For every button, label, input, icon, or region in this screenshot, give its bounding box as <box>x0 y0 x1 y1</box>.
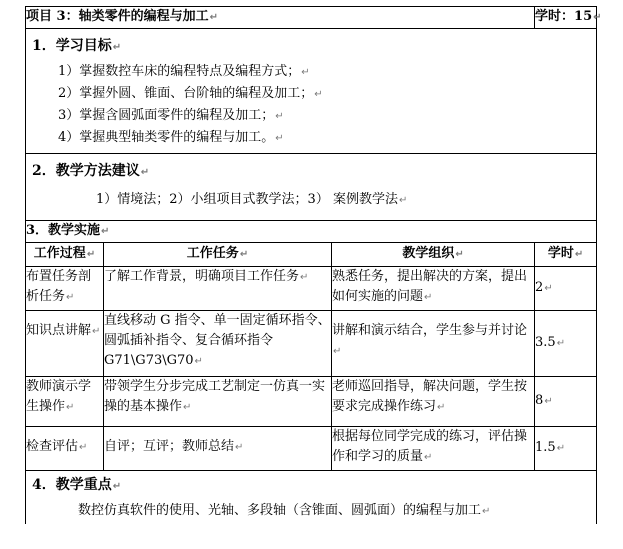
process-text: 布置任务剖析任务 <box>26 269 92 304</box>
table-row <box>26 311 597 377</box>
organization-text: 讲解和演示结合，学生参与并讨论 <box>332 323 528 338</box>
list-item <box>58 83 596 105</box>
objective-list <box>26 61 596 153</box>
paragraph-mark: ↵ <box>112 481 122 492</box>
process-cell <box>26 267 104 311</box>
process-cell <box>26 427 104 471</box>
list-item <box>58 105 596 127</box>
task-text: 了解工作背景，明确项目工作任务 <box>104 269 300 284</box>
column-header-text: 学时 <box>547 246 574 261</box>
total-hours-cell <box>535 7 602 29</box>
paragraph-mark: ↵ <box>455 249 464 260</box>
section-heading <box>26 154 596 186</box>
task-cell <box>104 427 332 471</box>
total-hours: 学时：15 <box>535 9 593 24</box>
paragraph-mark: ↵ <box>301 67 310 78</box>
key-points-section <box>26 471 597 525</box>
project-title: 项目 3：轴类零件的编程与加工 <box>26 9 209 24</box>
table-row <box>26 377 597 427</box>
task-cell <box>104 267 332 311</box>
paragraph-mark: ↵ <box>482 506 491 517</box>
hours-cell <box>535 427 597 471</box>
paragraph-mark: ↵ <box>239 249 249 260</box>
column-header-text: 工作任务 <box>186 246 239 261</box>
column-header-text: 工作过程 <box>33 246 86 261</box>
column-header-process <box>26 243 104 267</box>
paragraph-mark: ↵ <box>86 249 96 260</box>
task-cell <box>104 311 332 377</box>
task-cell <box>104 377 332 427</box>
paragraph-mark: ↵ <box>66 402 75 413</box>
organization-cell <box>332 311 535 377</box>
paragraph-mark: ↵ <box>333 346 342 357</box>
teaching-methods-text <box>26 186 596 220</box>
key-points-text <box>26 499 596 524</box>
objective-text: 3）掌握含圆弧面零件的编程及加工； <box>58 108 275 123</box>
column-header-task <box>104 243 332 267</box>
task-text: 直线移动 G 指令、单一固定循环指令、圆弧插补指令、复合循环指令 G71\G73\G70 <box>104 313 331 368</box>
lesson-plan-document <box>25 6 602 524</box>
paragraph-mark: ↵ <box>275 111 284 122</box>
implementation-heading: 3．教学实施 <box>26 223 101 238</box>
paragraph-mark: ↵ <box>66 292 75 303</box>
paragraph-mark: ↵ <box>398 195 408 206</box>
organization-text: 根据每位同学完成的练习，评估操作和学习的质量 <box>332 429 528 464</box>
objective-text: 2）掌握外圆、锥面、台阶轴的编程及加工； <box>58 86 314 101</box>
task-text: 自评；互评；教师总结 <box>104 439 235 454</box>
table-row <box>26 427 597 471</box>
key-points-content: 数控仿真软件的使用、光轴、多段轴（含锥面、圆弧面）的编程与加工 <box>78 503 482 518</box>
process-cell <box>26 311 104 377</box>
paragraph-mark: ↵ <box>300 272 309 283</box>
process-cell <box>26 377 104 427</box>
paragraph-mark: ↵ <box>92 326 101 337</box>
key-points-heading: 4．教学重点 <box>32 477 112 493</box>
process-text: 检查评估 <box>26 439 79 454</box>
teaching-methods-heading: 2．教学方法建议 <box>32 163 140 179</box>
table-row <box>26 267 597 311</box>
paragraph-mark: ↵ <box>544 283 553 294</box>
objective-text: 1）掌握数控车床的编程特点及编程方式； <box>58 64 301 79</box>
paragraph-mark: ↵ <box>140 167 150 178</box>
paragraph-mark: ↵ <box>79 442 88 453</box>
paragraph-mark: ↵ <box>183 402 192 413</box>
hours-text: 8 <box>535 393 544 408</box>
paragraph-mark: ↵ <box>101 226 110 237</box>
learning-objectives-section <box>26 29 597 154</box>
organization-cell <box>332 267 535 311</box>
paragraph-mark: ↵ <box>314 89 323 100</box>
list-item <box>58 61 596 83</box>
paragraph-mark: ↵ <box>556 443 566 454</box>
learning-objectives-heading: 1．学习目标 <box>32 38 112 54</box>
process-text: 教师演示学生操作 <box>26 379 92 414</box>
implementation-heading-cell <box>26 221 597 243</box>
organization-cell <box>332 377 535 427</box>
methods-text: 1）情境法；2）小组项目式教学法；3） 案例教学法 <box>96 192 398 207</box>
column-header-text: 教学组织 <box>402 246 455 261</box>
objective-text: 4）掌握典型轴类零件的编程与加工。 <box>58 130 275 145</box>
teaching-methods-cell <box>26 154 597 221</box>
lesson-plan-table <box>25 6 602 524</box>
organization-text: 老师巡回指导，解决问题，学生按要求完成操作练习 <box>332 379 528 414</box>
list-item <box>58 127 596 149</box>
header-row <box>26 7 597 29</box>
paragraph-mark: ↵ <box>424 452 433 463</box>
key-points-cell <box>26 471 597 525</box>
teaching-methods-section <box>26 154 597 221</box>
paragraph-mark: ↵ <box>112 42 122 53</box>
paragraph-mark: ↵ <box>209 12 218 23</box>
paragraph-mark: ↵ <box>437 402 446 413</box>
implementation-heading-row <box>26 221 597 243</box>
learning-objectives-cell <box>26 29 597 154</box>
task-text: 带领学生分步完成工艺制定一仿真一实操的基本操作 <box>104 379 326 414</box>
section-heading <box>26 29 596 61</box>
column-header-hours <box>535 243 597 267</box>
hours-cell <box>535 267 597 311</box>
paragraph-mark: ↵ <box>556 338 566 349</box>
paragraph-mark: ↵ <box>424 292 433 303</box>
implementation-header-row <box>26 243 597 267</box>
organization-text: 熟悉任务，提出解决的方案，提出如何实施的问题 <box>332 269 528 304</box>
paragraph-mark: ↵ <box>593 12 602 23</box>
hours-text: 2 <box>535 280 544 295</box>
column-header-organization <box>332 243 535 267</box>
hours-text: 3.5 <box>535 335 556 350</box>
hours-cell <box>535 311 597 377</box>
organization-cell <box>332 427 535 471</box>
hours-cell <box>535 377 597 427</box>
hours-text: 1.5 <box>535 440 556 455</box>
paragraph-mark: ↵ <box>574 249 584 260</box>
paragraph-mark: ↵ <box>275 133 284 144</box>
process-text: 知识点讲解 <box>26 323 92 338</box>
paragraph-mark: ↵ <box>235 442 244 453</box>
paragraph-mark: ↵ <box>194 356 203 367</box>
section-heading <box>26 471 596 499</box>
paragraph-mark: ↵ <box>544 396 553 407</box>
project-title-cell <box>26 7 535 29</box>
